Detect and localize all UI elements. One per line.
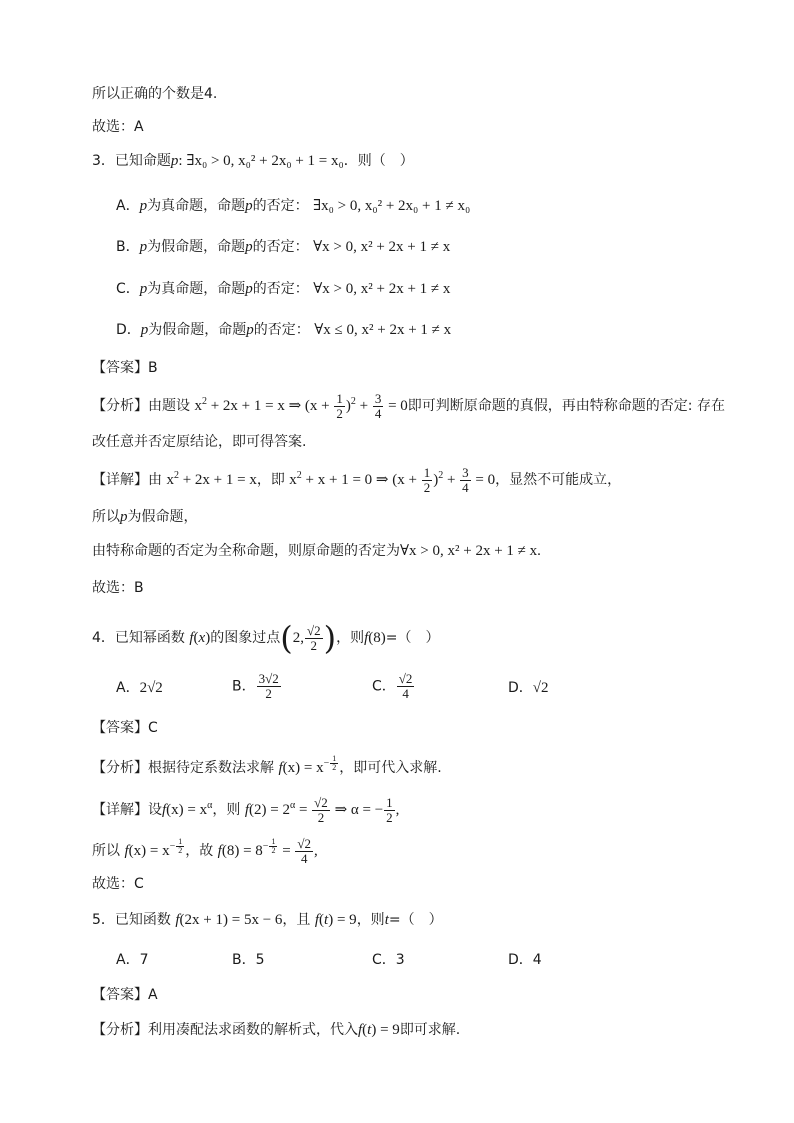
q4-answer xyxy=(92,718,158,738)
detail-text: ，则 xyxy=(212,801,241,818)
q3-option-a xyxy=(116,196,470,216)
option-text: 的否定： xyxy=(252,198,309,214)
text-line xyxy=(92,84,217,104)
option-text: B．5 xyxy=(232,952,265,968)
detail-text: 所以 xyxy=(92,842,120,859)
q4-option-d xyxy=(508,678,549,698)
paragraph: 所以正确的个数是4. xyxy=(92,86,218,102)
q5-var-t: t xyxy=(384,912,389,928)
fraction-num: 3√2 xyxy=(258,671,279,686)
choose-line: 故选：A xyxy=(92,119,144,135)
paren-left: ( xyxy=(280,619,293,657)
q4-stem-mid: 的图象过点 xyxy=(210,630,281,646)
option-expr: ∀x > 0, x² + 2x + 1 ≠ x xyxy=(313,239,451,255)
option-expr: ∀x ≤ 0, x² + 2x + 1 ≠ x xyxy=(314,322,452,338)
var-p: p xyxy=(140,322,149,338)
q3-option-b xyxy=(116,237,450,257)
option-text: 的否定： xyxy=(252,239,309,255)
q3-cond: : ∃x₀ > 0, x₀² + 2x₀ + 1 = x₀ xyxy=(178,153,344,169)
var-p: p xyxy=(139,281,148,297)
q3-analysis-2 xyxy=(92,432,306,452)
detail-text: ，显然不可能成立， xyxy=(495,471,622,488)
q5-formula: f(2x + 1) = 5x − 6 xyxy=(175,912,283,928)
option-letter: D． xyxy=(508,680,533,696)
detail-text: 为假命题， xyxy=(127,509,198,525)
answer-label: 【答案】B xyxy=(92,360,158,376)
q4-stem-post: ，则 xyxy=(336,630,365,646)
option-letter: B． xyxy=(116,239,140,255)
detail-text: 所以 xyxy=(92,509,120,525)
analysis-text: 由题设 xyxy=(148,397,190,414)
option-fraction xyxy=(397,672,415,701)
q5-formula: f(t) = 9 xyxy=(314,912,357,928)
detail-formula: $f(x) = x^{- \frac{1}{2}}$ xyxy=(124,837,183,859)
q4-option-a xyxy=(116,678,163,698)
answer-label: 【答案】A xyxy=(92,987,158,1003)
detail-tag: 【详解】 xyxy=(92,801,148,818)
option-text: 为真命题，命题 xyxy=(147,281,246,297)
analysis-text: ，即可代入求解. xyxy=(339,759,442,776)
q5-option-d xyxy=(508,950,542,970)
var-p: p xyxy=(139,198,148,214)
detail-formula: ∀x > 0, x² + 2x + 1 ≠ x. xyxy=(400,543,541,559)
q5-stem xyxy=(92,910,443,930)
q4-option-b xyxy=(232,672,282,701)
detail-text: ，即 xyxy=(256,471,285,488)
option-value: 2√2 xyxy=(139,680,163,696)
choose-line: 故选：C xyxy=(92,876,144,892)
option-fraction xyxy=(257,672,281,701)
option-letter: D． xyxy=(116,322,141,338)
var-p: p xyxy=(245,239,253,255)
q5-option-c xyxy=(372,950,405,970)
option-letter: C． xyxy=(116,281,140,297)
var-p: p xyxy=(245,198,253,214)
fraction-den: 2 xyxy=(265,686,272,701)
detail-formula: $x^2 + 2x + 1 = x$ xyxy=(166,469,257,488)
analysis-formula: $f(x) = x^{- \frac{1}{2}}$ xyxy=(278,754,337,776)
q4-detail-2 xyxy=(92,837,318,866)
q4-f8: f(8) xyxy=(364,630,386,646)
var-p: p xyxy=(246,322,254,338)
option-expr: ∀x > 0, x² + 2x + 1 ≠ x xyxy=(313,281,451,297)
q3-stem-post: ．则（ ） xyxy=(343,153,414,169)
q4-option-c xyxy=(372,672,415,701)
detail-formula: $f(2) = 2^\alpha$ = $\frac{√2}{2}$ ⇒ α = − $\frac{1}{2}$ , xyxy=(244,795,400,825)
option-text: 的否定： xyxy=(252,281,309,297)
q3-answer xyxy=(92,358,158,378)
var-p: p xyxy=(139,239,148,255)
q3-stem-pre: 3．已知命题 xyxy=(92,153,171,169)
q3-detail xyxy=(92,466,621,495)
detail-text: 由 xyxy=(148,471,162,488)
analysis-formula: f(t) = 9 xyxy=(358,1022,400,1038)
option-text: D．4 xyxy=(508,952,542,968)
q4-analysis xyxy=(92,755,442,778)
analysis-tag: 【分析】 xyxy=(92,1022,148,1038)
analysis-text: 利用凑配法求函数的解析式，代入 xyxy=(148,1022,358,1038)
answer-label: 【答案】C xyxy=(92,720,158,736)
choose-line: 故选：B xyxy=(92,580,144,596)
analysis-tag: 【分析】 xyxy=(92,759,148,776)
analysis-text: 即可判断原命题的真假，再由特称命题的否定: 存在 xyxy=(407,397,725,414)
paren-right: ) xyxy=(323,619,337,657)
q5-stem-end: =（ ） xyxy=(388,912,443,928)
option-text: 为真命题，命题 xyxy=(147,198,246,214)
analysis-text: 即可求解. xyxy=(399,1022,461,1038)
q4-detail xyxy=(92,796,399,825)
detail-formula: $f(x) = x^\alpha$ xyxy=(162,799,213,818)
detail-formula: $x^2 + x + 1 = 0$ ⇒ (x + $\frac{1}{2}$ )$^2$ + $\frac{3}{4}$ = 0 xyxy=(289,465,496,495)
detail-tag: 【详解】 xyxy=(92,471,148,488)
detail-text: ，故 xyxy=(185,842,214,859)
analysis-tag: 【分析】 xyxy=(92,397,148,414)
q5-stem-pre: 5．已知函数 xyxy=(92,912,171,928)
q5-analysis xyxy=(92,1020,460,1040)
detail-formula: $f(8) = 8^{- \frac{1}{2}}$ = $\frac{√2}{4}$ , xyxy=(217,836,318,866)
var-p: p xyxy=(245,281,253,297)
q3-p: p xyxy=(170,153,179,169)
option-letter: A． xyxy=(116,198,140,214)
option-text: 为假命题，命题 xyxy=(147,239,246,255)
q3-choose xyxy=(92,578,144,598)
q4-choose xyxy=(92,874,144,894)
q4-point: 2, $\frac{√2}{2}$ xyxy=(292,623,321,654)
q4-stem-pre: 4．已知幂函数 xyxy=(92,630,185,646)
detail-text: 设 xyxy=(148,801,162,818)
q3-stem xyxy=(92,151,414,171)
var-p: p xyxy=(120,509,128,525)
option-text: A．7 xyxy=(116,952,149,968)
q5-option-a xyxy=(116,950,148,970)
detail-text: 由特称命题的否定为全称命题，则原命题的否定为 xyxy=(92,543,400,559)
q4-fx: f(x) xyxy=(189,630,211,646)
q3-option-c xyxy=(116,279,450,299)
option-letter: C． xyxy=(372,678,396,695)
option-text: 的否定： xyxy=(253,322,310,338)
q4-stem-end: =（ ） xyxy=(385,630,440,646)
q5-answer xyxy=(92,985,158,1005)
q5-stem-mid: ，且 xyxy=(282,912,311,928)
analysis-formula: $x^2 + 2x + 1 = x$ ⇒ (x + $\frac{1}{2}$ )$^2$ + $\frac{3}{4}$ = 0 xyxy=(194,391,408,421)
fraction-num: √2 xyxy=(398,671,413,686)
option-letter: A． xyxy=(116,680,140,696)
analysis-text: 改任意并否定原结论，即可得答案. xyxy=(92,434,307,450)
option-expr: ∃x₀ > 0, x₀² + 2x₀ + 1 ≠ x₀ xyxy=(313,198,471,214)
option-text: 为假命题，命题 xyxy=(148,322,247,338)
q3-detail-3 xyxy=(92,541,541,561)
option-value: √2 xyxy=(532,680,549,696)
q5-stem-post: ，则 xyxy=(356,912,385,928)
option-text: C．3 xyxy=(372,952,405,968)
q4-stem xyxy=(92,619,440,657)
fraction-den: 4 xyxy=(402,686,409,701)
q3-analysis xyxy=(92,392,725,421)
analysis-text: 根据待定系数法求解 xyxy=(148,759,274,776)
option-letter: B． xyxy=(232,678,256,695)
text-line xyxy=(92,117,144,137)
q3-detail-2 xyxy=(92,507,198,527)
q3-option-d xyxy=(116,320,451,340)
q5-option-b xyxy=(232,950,265,970)
